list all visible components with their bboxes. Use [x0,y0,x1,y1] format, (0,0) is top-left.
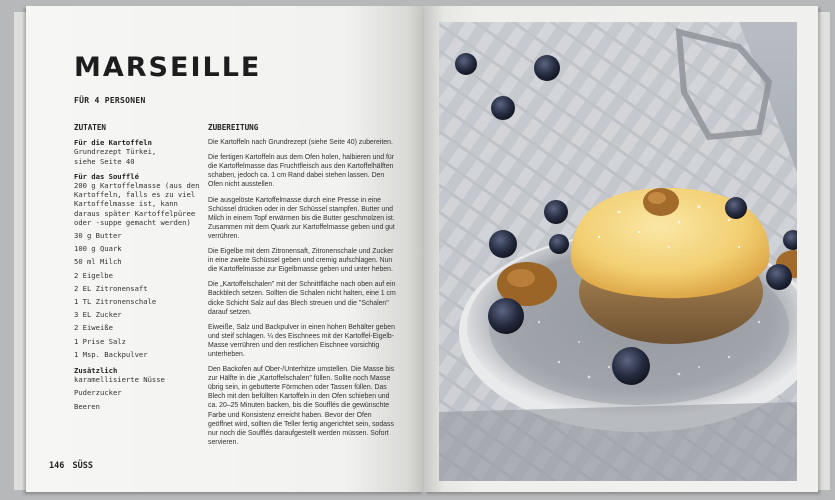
ingredient-group-title: Zusätzlich [74,366,118,376]
left-page [26,6,424,492]
ingredient-item: 50 ml Milch [74,257,122,267]
preparation-step: Die ausgelöste Kartoffelmasse durch eine Presse in eine Schüssel drücken oder in der Schüssel stampfen. Butter und Milch in einem Topf erwärmen bis die Butter geschmolzen ist. Zusammen mit dem Quark zur Kartoffelmasse geben und gut verrühren. [208,196,395,240]
page-edges-right [816,12,830,490]
ingredient-item: 100 g Quark [74,244,122,254]
ingredient-item: 1 Prise Salz [74,336,126,346]
ingredient-item: 30 g Butter [74,231,122,241]
ingredient-group-title: Für die Kartoffeln [74,138,152,148]
ingredients-heading: ZUTATEN [74,123,107,132]
preparation-step: Die fertigen Kartoffeln aus dem Ofen holen, halbieren und für die Kartoffelmasse das Fruchtfleisch aus den Kartoffelhälften schaben, jedoch ca. 1 cm Rand dabei stehen lassen. Den Ofen nicht ausstellen. [208,154,395,189]
servings-line: FÜR 4 PERSONEN [74,96,146,105]
ingredient-item: 2 Eigelbe [74,270,113,280]
preparation-column [208,123,398,453]
dessert-photo [439,22,797,481]
ingredients-column [74,123,202,415]
preparation-step: Die Eigelbe mit dem Zitronensaft, Zitronenschale und Zucker in eine zweite Schüssel geben und cremig aufschlagen. Nun die Kartoffelmasse zur Eigelbmasse geben und unter heben. [208,248,394,274]
ingredient-item: 1 Msp. Backpulver [74,349,148,359]
ingredient-item: 2 Eiweiße [74,323,113,333]
page-number: 146 [49,461,65,471]
preparation-step: Die „Kartoffelschalen" mit der Schnittfläche nach oben auf ein Backblech setzen. Sollten die Schalen nicht halten, eine 1 cm dicke Schicht Salz auf das Blech streuen und die "Schalen" darauf setzen. [208,281,396,316]
open-book [8,2,828,496]
ingredient-item: 3 EL Zucker [74,310,122,320]
ingredient-item: karamellisierte Nüsse [74,375,165,385]
ingredient-item: 1 TL Zitronenschale [74,297,157,307]
ingredient-item: Puderzucker [74,388,122,398]
ingredient-group-title: Für das Soufflé [74,171,139,181]
preparation-heading: ZUBEREITUNG [208,123,259,132]
preparation-step: Eiweiße, Salz und Backpulver in einen hohen Behälter geben und steif schlagen. ¼ des Eischnees mit der Kartoffel-Eigelb-Masse verrühren und den restlichen Eischnee vorsichtig unterheben. [208,323,395,358]
ingredient-item: 2 EL Zitronensaft [74,283,148,293]
section-name: SÜSS [72,461,93,471]
ingredient-item: 200 g Kartoffelmasse (aus den Kartoffeln, falls es zu viel Kartoffelmasse ist, kann daraus später Kartoffelpüree oder -suppe gemacht werden) [74,181,200,227]
preparation-step: Den Backofen auf Ober-/Unterhitze umstellen. Die Masse bis zur Hälfte in die „Kartoffelschalen" füllen. Sollte noch Masse übrig sein, in gebutterte Förmchen oder Tassen füllen. Das Blech mit den befüllten Kartoffeln in den Ofen schieben und ca. 20–25 Minuten backen, bis die Soufflés die gewünschte Farbe und Konsistenz erreicht haben. Bevor der Ofen geöffnet wird, sollten die Teller fertig angerichtet sein, sodass nur noch die Soufflés daraufgestellt werden müssen. Sofort servieren. [208,366,395,446]
recipe-title: MARSEILLE [74,52,262,83]
souffle-potato-illustration [439,22,797,481]
ingredient-item: Beeren [74,401,100,411]
ingredient-group-text: Grundrezept Türkei, siehe Seite 40 [74,147,157,166]
right-page [424,6,818,492]
page-footer [49,461,93,471]
preparation-step: Die Kartoffeln nach Grundrezept (siehe Seite 40) zubereiten. [208,139,393,147]
